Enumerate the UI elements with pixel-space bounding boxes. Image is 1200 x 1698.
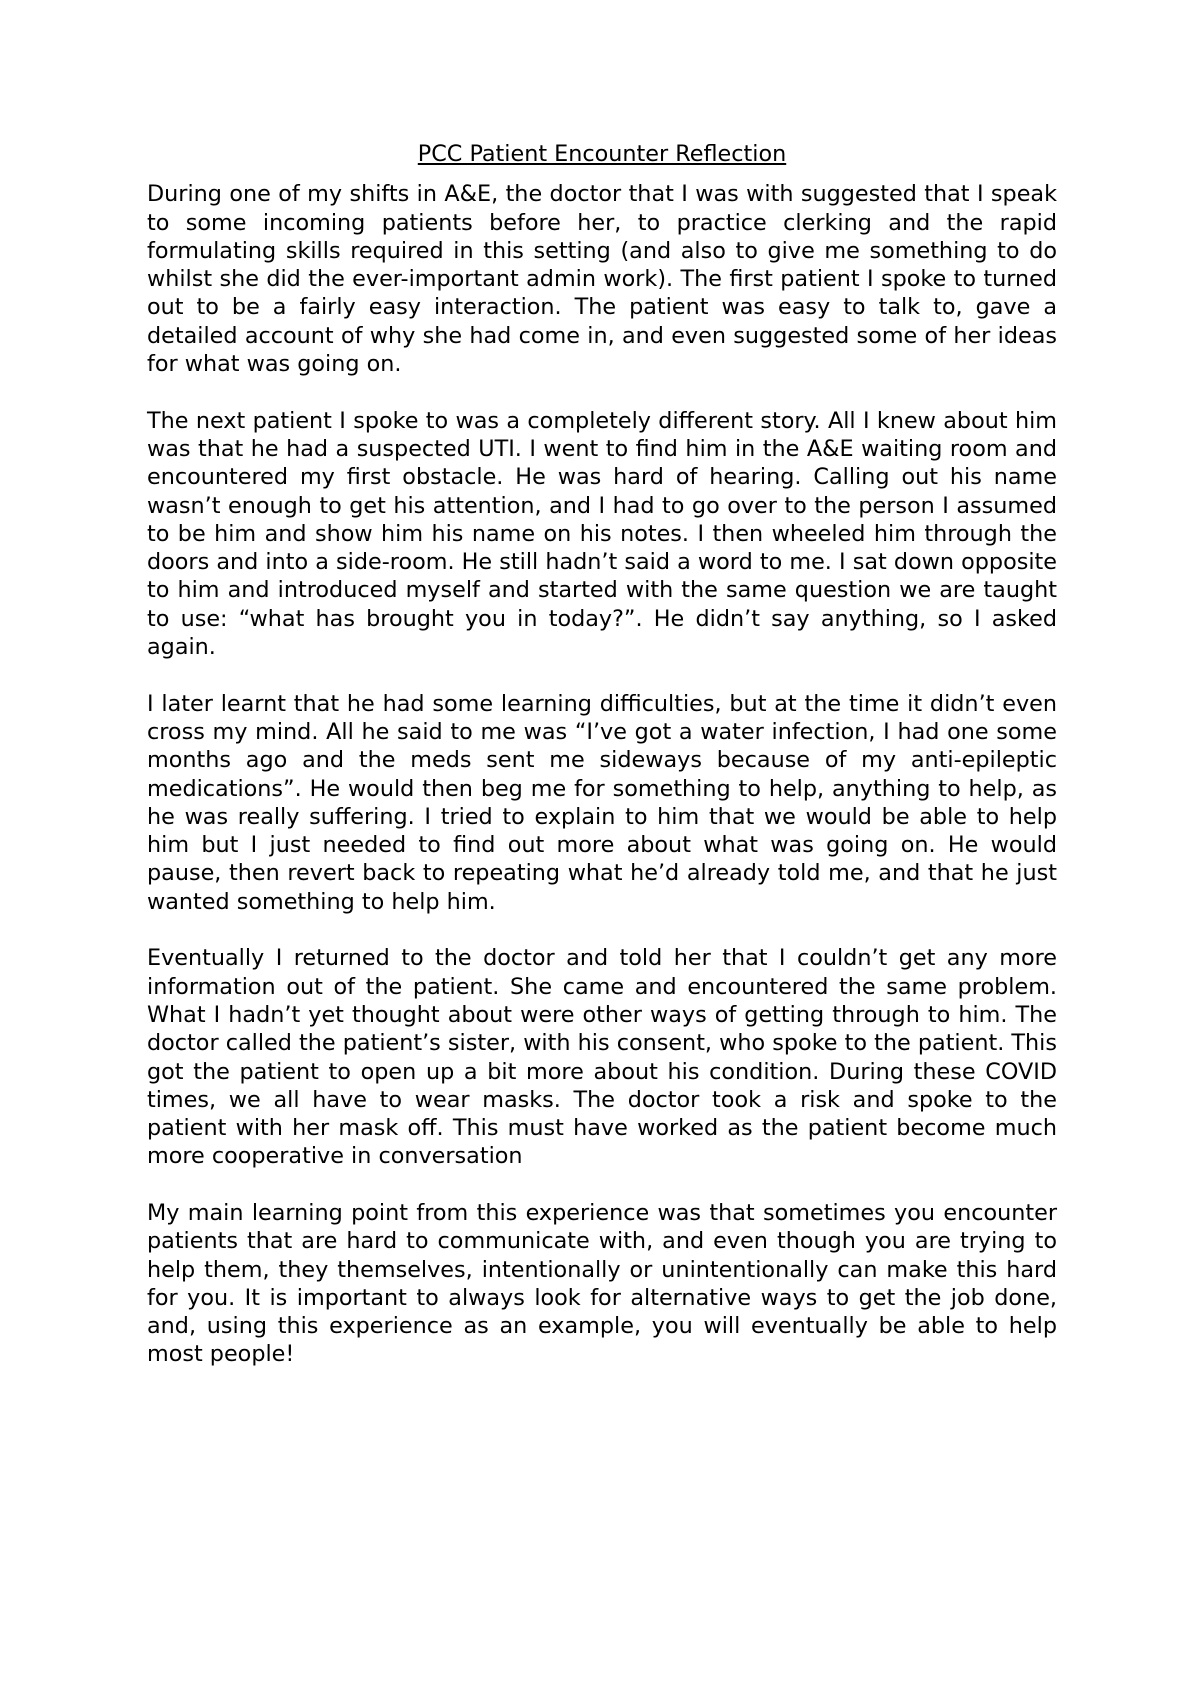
paragraph-2: The next patient I spoke to was a completely different story. All I knew about him was that he had a suspected UTI. I went to find him in the A&E waiting room and encountered my first obstacle. He was hard of hearing. Calling out his name wasn’t enough to get his attention, and I had to go over to the person I assumed to be him and show him his name on his notes. I then wheeled him through the doors and into a side-room. He still hadn’t said a word to me. I sat down opposite to him and introduced myself and started with the same question we are taught to use: “what has brought you in today?”. He didn’t say anything, so I asked again. [147, 407, 1057, 661]
document-title: PCC Patient Encounter Reflection [417, 141, 787, 167]
document-body [147, 140, 1057, 1397]
paragraph-5: My main learning point from this experience was that sometimes you encounter patients that are hard to communicate with, and even though you are trying to help them, they themselves, intentionally or unintentionally can make this hard for you. It is important to always look for alternative ways to get the job done, and, using this experience as an example, you will eventually be able to help most people! [147, 1199, 1057, 1368]
paragraph-3: I later learnt that he had some learning difficulties, but at the time it didn’t even cross my mind. All he said to me was “I’ve got a water infection, I had one some months ago and the meds sent me sideways because of my anti-epileptic medications”. He would then beg me for something to help, anything to help, as he was really suffering. I tried to explain to him that we would be able to help him but I just needed to find out more about what was going on. He would pause, then revert back to repeating what he’d already told me, and that he just wanted something to help him. [147, 690, 1057, 915]
paragraph-4: Eventually I returned to the doctor and told her that I couldn’t get any more information out of the patient. She came and encountered the same problem. What I hadn’t yet thought about were other ways of getting through to him. The doctor called the patient’s sister, with his consent, who spoke to the patient. This got the patient to open up a bit more about his condition. During these COVID times, we all have to wear masks. The doctor took a risk and spoke to the patient with her mask off. This must have worked as the patient become much more cooperative in conversation [147, 945, 1057, 1170]
paragraph-1: During one of my shifts in A&E, the doctor that I was with suggested that I speak to some incoming patients before her, to practice clerking and the rapid formulating skills required in this setting (and also to give me something to do whilst she did the ever-important admin work). The first patient I spoke to turned out to be a fairly easy interaction. The patient was easy to talk to, gave a detailed account of why she had come in, and even suggested some of her ideas for what was going on. [147, 181, 1057, 378]
